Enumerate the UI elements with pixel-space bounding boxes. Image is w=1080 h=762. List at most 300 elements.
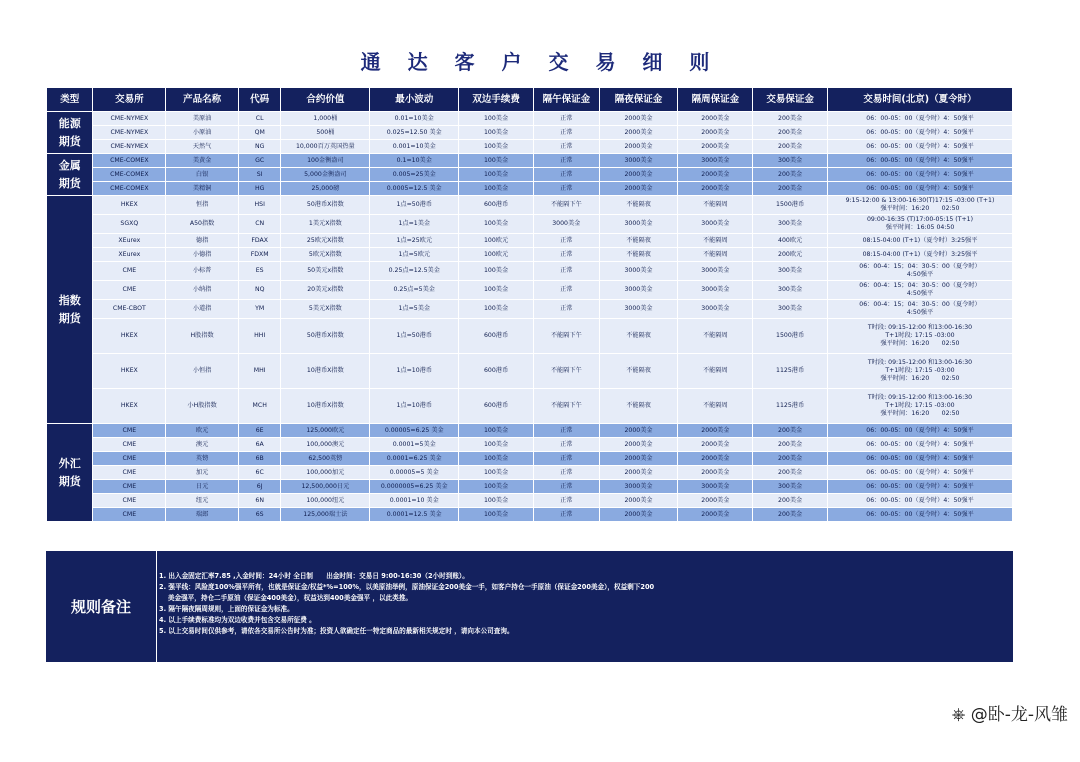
table-cell: 06：00-05：00（夏令时）4：50强平 <box>828 112 1013 126</box>
table-cell: CME-NYMEX <box>93 126 166 140</box>
column-header: 隔周保证金 <box>678 88 753 112</box>
table-cell: 06：00-05：00（夏令时）4：50强平 <box>828 452 1013 466</box>
table-cell: CME <box>93 508 166 522</box>
table-cell: 0.0000005=6.25 美金 <box>370 480 459 494</box>
table-cell: 不能隔夜 <box>599 248 678 262</box>
table-cell: CME <box>93 466 166 480</box>
table-cell: T时段: 09:15-12:00 和13:00-16:30 T+1时段: 17:15 -03:00 强平时间：16:20 02:50 <box>828 389 1013 424</box>
table-cell: 400欧元 <box>753 234 828 248</box>
table-cell: 50美元x指数 <box>281 262 370 281</box>
table-cell: 美黄金 <box>166 154 239 168</box>
table-row <box>47 234 1013 248</box>
table-cell: 3000美金 <box>678 281 753 300</box>
table-cell: 100美金 <box>459 168 534 182</box>
table-cell: CL <box>238 112 280 126</box>
table-row <box>47 248 1013 262</box>
table-cell: 2000美金 <box>599 494 678 508</box>
table-cell: CME-COMEX <box>93 182 166 196</box>
table-cell: 50港币X指数 <box>281 196 370 215</box>
table-cell: 1点=50港币 <box>370 319 459 354</box>
table-cell: 100金衡盎司 <box>281 154 370 168</box>
table-cell: 正常 <box>533 248 599 262</box>
table-cell: 不能隔下午 <box>533 319 599 354</box>
category-cell: 指数 期货 <box>47 196 93 424</box>
table-cell: 不能隔夜 <box>599 389 678 424</box>
table-row <box>47 215 1013 234</box>
table-cell: 欧元 <box>166 424 239 438</box>
table-cell: 200美金 <box>753 168 828 182</box>
table-cell: 0.00005=6.25 美金 <box>370 424 459 438</box>
table-cell: 小道指 <box>166 300 239 319</box>
table-cell: 06：00-05：00（夏令时）4：50强平 <box>828 424 1013 438</box>
table-row <box>47 354 1013 389</box>
table-cell: 06：00-05：00（夏令时）4：50强平 <box>828 480 1013 494</box>
table-cell: 25,000磅 <box>281 182 370 196</box>
table-cell: SI <box>238 168 280 182</box>
table-cell: 100美金 <box>459 466 534 480</box>
table-cell: NG <box>238 140 280 154</box>
table-cell: 100,000澳元 <box>281 438 370 452</box>
table-cell: 瑞郎 <box>166 508 239 522</box>
table-cell: 300美金 <box>753 281 828 300</box>
table-row <box>47 424 1013 438</box>
table-cell: CME-NYMEX <box>93 140 166 154</box>
table-cell: CME <box>93 281 166 300</box>
table-cell: 2000美金 <box>678 126 753 140</box>
table-row <box>47 466 1013 480</box>
table-cell: HHI <box>238 319 280 354</box>
table-cell: 08:15-04:00 (T+1)（夏令时）3:25强平 <box>828 234 1013 248</box>
rules-note-item: 1. 出入金固定汇率7.85 ,入金时间：24小时 全日制 出金时间：交易日 9:00-16:30（2小时到账）。 <box>159 572 469 580</box>
table-cell: T时段: 09:15-12:00 和13:00-16:30 T+1时段: 17:15 -03:00 强平时间：16:20 02:50 <box>828 354 1013 389</box>
table-cell: 300美金 <box>753 300 828 319</box>
table-cell: 1点=10港币 <box>370 389 459 424</box>
table-cell: 2000美金 <box>599 182 678 196</box>
table-cell: 100美金 <box>459 262 534 281</box>
table-cell: 2000美金 <box>678 452 753 466</box>
table-cell: 1点=10港币 <box>370 354 459 389</box>
table-cell: 25欧元X指数 <box>281 234 370 248</box>
table-row <box>47 112 1013 126</box>
table-cell: 1点=5美金 <box>370 300 459 319</box>
table-cell: 6J <box>238 480 280 494</box>
table-cell: 不能隔周 <box>678 319 753 354</box>
table-cell: 澳元 <box>166 438 239 452</box>
table-cell: 1点=25欧元 <box>370 234 459 248</box>
table-cell: 天然气 <box>166 140 239 154</box>
table-cell: 3000美金 <box>678 300 753 319</box>
column-header: 交易时间(北京)（夏令时） <box>828 88 1013 112</box>
table-cell: 200美金 <box>753 508 828 522</box>
table-cell: 不能隔下午 <box>533 354 599 389</box>
rules-notes-panel <box>46 551 1013 662</box>
table-cell: 1125港币 <box>753 354 828 389</box>
table-cell: 100美金 <box>459 438 534 452</box>
table-cell: 100欧元 <box>459 234 534 248</box>
table-cell: 6C <box>238 466 280 480</box>
table-cell: 6S <box>238 508 280 522</box>
table-cell: 小纳指 <box>166 281 239 300</box>
table-cell: HKEX <box>93 319 166 354</box>
table-cell: 6E <box>238 424 280 438</box>
table-cell: 100美金 <box>459 182 534 196</box>
column-header: 双边手续费 <box>459 88 534 112</box>
table-row <box>47 154 1013 168</box>
table-cell: 正常 <box>533 112 599 126</box>
table-cell: 2000美金 <box>599 424 678 438</box>
table-cell: 2000美金 <box>599 438 678 452</box>
table-cell: 英镑 <box>166 452 239 466</box>
table-cell: 06：00-05：00（夏令时）4：50强平 <box>828 126 1013 140</box>
column-header: 隔夜保证金 <box>599 88 678 112</box>
table-row <box>47 494 1013 508</box>
table-cell: 3000美金 <box>599 215 678 234</box>
table-cell: 不能隔周 <box>678 248 753 262</box>
table-cell: 6N <box>238 494 280 508</box>
column-header: 类型 <box>47 88 93 112</box>
table-cell: 3000美金 <box>678 262 753 281</box>
table-cell: 100美金 <box>459 508 534 522</box>
table-cell: 300美金 <box>753 480 828 494</box>
table-cell: 200欧元 <box>753 248 828 262</box>
table-cell: HG <box>238 182 280 196</box>
table-cell: 2000美金 <box>599 168 678 182</box>
table-cell: 小H股指数 <box>166 389 239 424</box>
table-cell: 300美金 <box>753 154 828 168</box>
table-header <box>47 88 1013 112</box>
table-cell: HSI <box>238 196 280 215</box>
table-cell: 1点=5欧元 <box>370 248 459 262</box>
table-cell: 600港币 <box>459 196 534 215</box>
table-cell: 0.0005=12.5 美金 <box>370 182 459 196</box>
table-cell: 正常 <box>533 494 599 508</box>
table-cell: ES <box>238 262 280 281</box>
table-cell: 9:15-12:00 & 13:00-16:30(T)17:15 -03:00 (T+1) 强平时间：16:20 02:50 <box>828 196 1013 215</box>
table-cell: 62,500英镑 <box>281 452 370 466</box>
table-cell: 20美元x指数 <box>281 281 370 300</box>
table-cell: 1美元X指数 <box>281 215 370 234</box>
column-header: 交易所 <box>93 88 166 112</box>
table-cell: 0.005=25美金 <box>370 168 459 182</box>
table-cell: 2000美金 <box>678 508 753 522</box>
table-cell: 200美金 <box>753 126 828 140</box>
table-cell: NQ <box>238 281 280 300</box>
table-cell: 50港币X指数 <box>281 319 370 354</box>
table-cell: 1点=50港币 <box>370 196 459 215</box>
table-cell: 06：00-05：00（夏令时）4：50强平 <box>828 182 1013 196</box>
table-cell: 0.0001=5美金 <box>370 438 459 452</box>
table-cell: 不能隔下午 <box>533 196 599 215</box>
table-body <box>47 112 1013 522</box>
table-cell: 小德指 <box>166 248 239 262</box>
table-cell: 正常 <box>533 281 599 300</box>
table-cell: 0.025=12.50 美金 <box>370 126 459 140</box>
table-cell: 正常 <box>533 424 599 438</box>
table-row <box>47 480 1013 494</box>
table-row <box>47 281 1013 300</box>
table-cell: 不能隔夜 <box>599 319 678 354</box>
table-cell: 0.01=10美金 <box>370 112 459 126</box>
table-cell: 正常 <box>533 466 599 480</box>
table-cell: 100美金 <box>459 154 534 168</box>
table-cell: 正常 <box>533 154 599 168</box>
table-cell: 2000美金 <box>678 112 753 126</box>
table-cell: 0.25点=5美金 <box>370 281 459 300</box>
table-cell: 100,000加元 <box>281 466 370 480</box>
table-cell: 12,500,000日元 <box>281 480 370 494</box>
table-cell: 100美金 <box>459 300 534 319</box>
table-cell: MCH <box>238 389 280 424</box>
table-cell: 日元 <box>166 480 239 494</box>
table-cell: 2000美金 <box>599 140 678 154</box>
table-cell: 不能隔周 <box>678 196 753 215</box>
table-cell: 300美金 <box>753 262 828 281</box>
column-header: 隔午保证金 <box>533 88 599 112</box>
table-cell: 不能隔周 <box>678 389 753 424</box>
table-cell: 0.1=10美金 <box>370 154 459 168</box>
rules-notes-list <box>159 571 999 637</box>
watermark: ⎈ @卧-龙-风雏 <box>951 705 1068 725</box>
rules-note-item: 3. 隔午隔夜隔周规则，上面的保证金为标准。 <box>159 605 294 613</box>
table-cell: 美精铜 <box>166 182 239 196</box>
table-cell: 5欧元X指数 <box>281 248 370 262</box>
table-cell: GC <box>238 154 280 168</box>
trading-rules-table <box>46 87 1013 522</box>
table-cell: 不能隔周 <box>678 354 753 389</box>
column-header: 合约价值 <box>281 88 370 112</box>
table-cell: 5美元X指数 <box>281 300 370 319</box>
table-cell: 加元 <box>166 466 239 480</box>
table-cell: 08:15-04:00 (T+1)（夏令时）3:25强平 <box>828 248 1013 262</box>
table-cell: 2000美金 <box>599 126 678 140</box>
table-cell: 06：00-4：15；04：30-5：00（夏令时） 4:50强平 <box>828 300 1013 319</box>
table-cell: 3000美金 <box>599 154 678 168</box>
table-cell: 正常 <box>533 168 599 182</box>
table-cell: 100美金 <box>459 112 534 126</box>
table-cell: 不能隔下午 <box>533 389 599 424</box>
category-cell: 金属 期货 <box>47 154 93 196</box>
table-cell: FDXM <box>238 248 280 262</box>
table-cell: 3000美金 <box>599 480 678 494</box>
table-cell: 125,000欧元 <box>281 424 370 438</box>
table-cell: 2000美金 <box>599 112 678 126</box>
table-cell: 2000美金 <box>599 452 678 466</box>
column-header: 交易保证金 <box>753 88 828 112</box>
table-cell: 06：00-4：15；04：30-5：00（夏令时） 4:50强平 <box>828 281 1013 300</box>
table-cell: 06：00-05：00（夏令时）4：50强平 <box>828 494 1013 508</box>
table-cell: 200美金 <box>753 424 828 438</box>
table-cell: 0.00005=5 美金 <box>370 466 459 480</box>
table-cell: CME-COMEX <box>93 168 166 182</box>
table-cell: 100美金 <box>459 281 534 300</box>
table-cell: 125,000瑞士法 <box>281 508 370 522</box>
table-cell: 美原油 <box>166 112 239 126</box>
table-cell: 不能隔周 <box>678 234 753 248</box>
table-cell: 小恒指 <box>166 354 239 389</box>
table-cell: CME-NYMEX <box>93 112 166 126</box>
table-row <box>47 182 1013 196</box>
table-cell: XEurex <box>93 234 166 248</box>
table-cell: 2000美金 <box>678 168 753 182</box>
table-row <box>47 140 1013 154</box>
table-cell: 正常 <box>533 438 599 452</box>
table-cell: 2000美金 <box>678 140 753 154</box>
table-cell: 正常 <box>533 508 599 522</box>
table-cell: QM <box>238 126 280 140</box>
table-cell: 06：00-05：00（夏令时）4：50强平 <box>828 508 1013 522</box>
table-row <box>47 300 1013 319</box>
table-cell: CME <box>93 438 166 452</box>
rules-note-item: 美金强平，持仓二手原油（保证金400美金），权益达到400美金强平 ，以此类推。 <box>159 594 413 602</box>
table-cell: 小标普 <box>166 262 239 281</box>
table-cell: 2000美金 <box>678 424 753 438</box>
table-cell: 0.0001=10 美金 <box>370 494 459 508</box>
table-cell: 06：00-05：00（夏令时）4：50强平 <box>828 466 1013 480</box>
table-cell: 100美金 <box>459 215 534 234</box>
table-cell: 100美金 <box>459 452 534 466</box>
table-cell: 正常 <box>533 262 599 281</box>
table-cell: 正常 <box>533 140 599 154</box>
table-cell: 5,000金衡盎司 <box>281 168 370 182</box>
table-cell: YM <box>238 300 280 319</box>
table-cell: 0.0001=12.5 美金 <box>370 508 459 522</box>
rules-note-item: 5. 以上交易时间仅供参考，请依各交易所公告时为准；投资人欲确定任一特定商品的最新相关规定时 ，请向本公司查询。 <box>159 627 514 635</box>
table-cell: 600港币 <box>459 389 534 424</box>
table-cell: 200美金 <box>753 452 828 466</box>
table-row <box>47 262 1013 281</box>
table-cell: 06：00-05：00（夏令时）4：50强平 <box>828 168 1013 182</box>
rules-table-wrapper <box>46 87 1013 522</box>
table-cell: 2000美金 <box>599 466 678 480</box>
table-cell: 正常 <box>533 126 599 140</box>
table-cell: CME-CBOT <box>93 300 166 319</box>
table-cell: 3000美金 <box>533 215 599 234</box>
table-cell: 6A <box>238 438 280 452</box>
table-cell: 德指 <box>166 234 239 248</box>
table-cell: 2000美金 <box>678 182 753 196</box>
rules-notes-title: 规则备注 <box>46 551 157 662</box>
table-cell: 1点=1美金 <box>370 215 459 234</box>
table-cell: CME <box>93 480 166 494</box>
table-cell: CME <box>93 424 166 438</box>
table-cell: 6B <box>238 452 280 466</box>
table-cell: 0.25点=12.5美金 <box>370 262 459 281</box>
table-cell: H股指数 <box>166 319 239 354</box>
table-cell: 600港币 <box>459 354 534 389</box>
table-row <box>47 438 1013 452</box>
table-cell: HKEX <box>93 196 166 215</box>
table-cell: 0.0001=6.25 美金 <box>370 452 459 466</box>
table-cell: 恒指 <box>166 196 239 215</box>
table-cell: CME-COMEX <box>93 154 166 168</box>
table-cell: 正常 <box>533 234 599 248</box>
table-cell: XEurex <box>93 248 166 262</box>
table-cell: 06：00-05：00（夏令时）4：50强平 <box>828 154 1013 168</box>
table-cell: 200美金 <box>753 112 828 126</box>
table-cell: 1,000桶 <box>281 112 370 126</box>
table-cell: 300美金 <box>753 215 828 234</box>
column-header: 代码 <box>238 88 280 112</box>
table-cell: 1125港币 <box>753 389 828 424</box>
table-cell: 100美金 <box>459 480 534 494</box>
table-cell: MHI <box>238 354 280 389</box>
table-cell: 小原油 <box>166 126 239 140</box>
table-cell: 500桶 <box>281 126 370 140</box>
table-cell: 10港币X指数 <box>281 389 370 424</box>
category-cell: 能源 期货 <box>47 112 93 154</box>
table-cell: 10,000百万英国热量 <box>281 140 370 154</box>
table-cell: 3000美金 <box>599 281 678 300</box>
table-row <box>47 508 1013 522</box>
table-row <box>47 126 1013 140</box>
table-cell: 600港币 <box>459 319 534 354</box>
table-cell: 100美金 <box>459 494 534 508</box>
table-cell: 200美金 <box>753 466 828 480</box>
table-cell: 3000美金 <box>599 300 678 319</box>
table-cell: 纽元 <box>166 494 239 508</box>
table-cell: 200美金 <box>753 140 828 154</box>
table-row <box>47 196 1013 215</box>
column-header: 最小波动 <box>370 88 459 112</box>
table-cell: 06：00-05：00（夏令时）4：50强平 <box>828 140 1013 154</box>
table-cell: CME <box>93 494 166 508</box>
table-cell: 正常 <box>533 480 599 494</box>
table-cell: 3000美金 <box>678 480 753 494</box>
table-cell: T时段: 09:15-12:00 和13:00-16:30 T+1时段: 17:15 -03:00 强平时间：16:20 02:50 <box>828 319 1013 354</box>
table-cell: 06：00-05：00（夏令时）4：50强平 <box>828 438 1013 452</box>
table-cell: 1500港币 <box>753 319 828 354</box>
table-cell: 2000美金 <box>678 494 753 508</box>
table-cell: 100,000纽元 <box>281 494 370 508</box>
table-cell: 09:00-16:35 (T)17:00-05:15 (T+1) 强平时间：16:05 04:50 <box>828 215 1013 234</box>
table-cell: HKEX <box>93 389 166 424</box>
table-cell: 06：00-4：15；04：30-5：00（夏令时） 4:50强平 <box>828 262 1013 281</box>
rules-note-item: 4. 以上手续费标准均为双边收费并包含交易所征费 。 <box>159 616 316 624</box>
table-cell: CME <box>93 452 166 466</box>
table-row <box>47 168 1013 182</box>
table-cell: 200美金 <box>753 182 828 196</box>
table-cell: 2000美金 <box>678 466 753 480</box>
table-cell: 白银 <box>166 168 239 182</box>
table-cell: 100欧元 <box>459 248 534 262</box>
table-cell: 100美金 <box>459 140 534 154</box>
table-cell: CN <box>238 215 280 234</box>
table-cell: HKEX <box>93 354 166 389</box>
table-cell: 200美金 <box>753 494 828 508</box>
table-cell: 100美金 <box>459 424 534 438</box>
table-cell: 10港币X指数 <box>281 354 370 389</box>
page-title: 通 达 客 户 交 易 细 则 <box>360 50 720 74</box>
category-cell: 外汇 期货 <box>47 424 93 522</box>
column-header: 产品名称 <box>166 88 239 112</box>
table-row <box>47 452 1013 466</box>
table-cell: 不能隔夜 <box>599 196 678 215</box>
table-row <box>47 389 1013 424</box>
table-row <box>47 319 1013 354</box>
table-cell: 不能隔夜 <box>599 354 678 389</box>
table-cell: 3000美金 <box>599 262 678 281</box>
table-cell: 100美金 <box>459 126 534 140</box>
table-cell: 2000美金 <box>599 508 678 522</box>
table-cell: 正常 <box>533 182 599 196</box>
rules-note-item: 2. 强平线：风险度100%强平所有，也就是保证金/权益*%=100%，以美原油举例，原油保证金200美金一手，如客户持仓一手原油（保证金200美金），权益剩下200 <box>159 583 655 591</box>
table-cell: 正常 <box>533 300 599 319</box>
table-cell: SGXQ <box>93 215 166 234</box>
table-cell: CME <box>93 262 166 281</box>
table-cell: 3000美金 <box>678 154 753 168</box>
table-cell: 正常 <box>533 452 599 466</box>
table-cell: 1500港币 <box>753 196 828 215</box>
